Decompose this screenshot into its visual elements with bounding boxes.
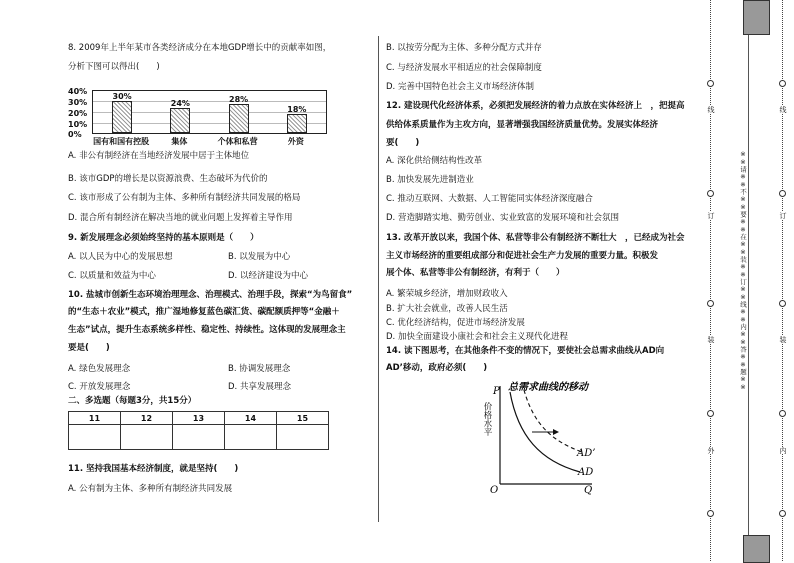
q8-option-c: C. 该市形成了公有制为主体、多种所有制经济共同发展的格局 bbox=[68, 193, 301, 203]
q13-option-a: A. 繁荣城乡经济，增加财政收入 bbox=[386, 289, 508, 299]
q9-option-d: D. 以经济建设为中心 bbox=[228, 271, 308, 281]
category-label: 外资 bbox=[287, 137, 304, 146]
q13-stem-line3: 展个体、私营等非公有制经济，有利于（ ） bbox=[386, 268, 565, 278]
inner-mark: 线 bbox=[779, 106, 787, 113]
q13-option-b: B. 扩大社会就业，改善人民生活 bbox=[386, 304, 508, 314]
q13-stem-line2: 主义市场经济的重要组成部分和促进社会生产力发展的重要力量。积极发 bbox=[386, 251, 659, 261]
gray-block-top bbox=[743, 0, 770, 35]
q11-option-d: D. 完善中国特色社会主义市场经济体制 bbox=[386, 82, 534, 92]
y-axis-label: 价格水平 bbox=[482, 402, 492, 436]
bar bbox=[170, 108, 190, 133]
q11-option-c: C. 与经济发展水平相适应的社会保障制度 bbox=[386, 63, 542, 73]
grid-header: 15 bbox=[277, 412, 329, 425]
q9-option-a: A. 以人民为中心的发展思想 bbox=[68, 252, 173, 262]
outer-mark: 装 bbox=[707, 336, 715, 343]
bar-value-label: 18% bbox=[287, 105, 307, 114]
q13-stem-line1: 13. 改革开放以来，我国个体、私营等非公有制经济不断壮大 ，已经成为社会 bbox=[386, 233, 685, 243]
answer-cell[interactable] bbox=[121, 425, 173, 450]
q13-option-c: C. 优化经济结构，促进市场经济发展 bbox=[386, 318, 525, 328]
grid-header: 13 bbox=[173, 412, 225, 425]
bar bbox=[287, 114, 307, 133]
outer-mark: 外 bbox=[707, 447, 715, 454]
seal-line bbox=[748, 35, 749, 535]
binding-hole-icon bbox=[779, 190, 786, 197]
bar-value-label: 28% bbox=[229, 95, 249, 104]
category-label: 个体和私营 bbox=[217, 137, 258, 146]
answer-cell[interactable] bbox=[173, 425, 225, 450]
q11-option-a: A. 公有制为主体、多种所有制经济共同发展 bbox=[68, 484, 233, 494]
ytick: 10% bbox=[68, 120, 88, 129]
q14-stem-line1: 14. 读下图思考，在其他条件不变的情况下，要使社会总需求曲线从AD向 bbox=[386, 346, 665, 356]
q11-stem: 11. 坚持我国基本经济制度，就是坚持( ) bbox=[68, 464, 239, 474]
q8-option-a: A. 非公有制经济在当地经济发展中居于主体地位 bbox=[68, 151, 250, 161]
q10-stem-line4: 要是( ) bbox=[68, 343, 110, 353]
q10-option-d: D. 共享发展理念 bbox=[228, 382, 291, 392]
answer-grid bbox=[68, 411, 329, 450]
q8-stem-line2: 分析下图可以得出( ) bbox=[68, 62, 160, 72]
q9-option-b: B. 以发展为中心 bbox=[228, 252, 291, 262]
q12-option-a: A. 深化供给侧结构性改革 bbox=[386, 156, 483, 166]
q10-option-a: A. 绿色发展理念 bbox=[68, 364, 131, 374]
grid-header: 14 bbox=[225, 412, 277, 425]
q11-option-b: B. 以按劳分配为主体、多种分配方式并存 bbox=[386, 43, 542, 53]
inner-mark: 订 bbox=[779, 212, 787, 219]
q12-stem-line2: 供给体系质量作为主攻方向，显著增强我国经济质量优势。发展实体经济 bbox=[386, 120, 659, 130]
q8-option-d: D. 混合所有制经济在解决当地的就业问题上发挥着主导作用 bbox=[68, 213, 293, 223]
binding-hole-icon bbox=[779, 510, 786, 517]
section-2-heading: 二、多选题（每题3分，共15分） bbox=[68, 396, 197, 406]
binding-hole-icon bbox=[707, 510, 714, 517]
aggregate-demand-diagram bbox=[480, 376, 610, 496]
gray-block-bottom bbox=[743, 535, 770, 563]
answer-cell[interactable] bbox=[69, 425, 121, 450]
origin-label: O bbox=[490, 485, 499, 496]
contribution-bar-chart bbox=[68, 86, 330, 146]
diagram-title: 总需求曲线的移动 bbox=[508, 382, 588, 393]
q8-stem-line1: 8. 2009年上半年某市各类经济成分在本地GDP增长中的贡献率如图， bbox=[68, 43, 332, 53]
ytick: 20% bbox=[68, 109, 88, 118]
answer-cell[interactable] bbox=[225, 425, 277, 450]
binding-hole-icon bbox=[779, 80, 786, 87]
seal-warning-text: ※※请※※不※※要※※在※※装※※订※※线※※内※※答※※题※※ bbox=[739, 150, 747, 391]
q8-option-b: B. 该市GDP的增长是以资源浪费、生态破坏为代价的 bbox=[68, 174, 268, 184]
bar-value-label: 24% bbox=[170, 99, 190, 108]
axis-letter-p: P bbox=[493, 386, 500, 397]
ytick: 0% bbox=[68, 130, 82, 139]
ytick: 30% bbox=[68, 98, 88, 107]
q12-stem-line1: 12. 建设现代化经济体系，必须把发展经济的着力点放在实体经济上 ，把提高 bbox=[386, 101, 685, 111]
q10-option-b: B. 协调发展理念 bbox=[228, 364, 291, 374]
ad-prime-label: AD’ bbox=[577, 448, 596, 459]
bar bbox=[229, 104, 249, 133]
grid-header: 11 bbox=[69, 412, 121, 425]
q10-option-c: C. 开放发展理念 bbox=[68, 382, 131, 392]
q12-option-d: D. 营造脚踏实地、勤劳创业、实业致富的发展环境和社会氛围 bbox=[386, 213, 619, 223]
q9-stem: 9. 新发展理念必须始终坚持的基本原则是（ ） bbox=[68, 233, 259, 243]
binding-hole-icon bbox=[707, 80, 714, 87]
q14-stem-line2: AD’移动，政府必须( ) bbox=[386, 363, 488, 373]
inner-mark: 装 bbox=[779, 336, 787, 343]
bar-value-label: 30% bbox=[112, 92, 132, 101]
binding-hole-icon bbox=[707, 190, 714, 197]
chart-plot-area bbox=[92, 90, 327, 134]
q10-stem-line1: 10. 盐城市创新生态环境治理理念、治理模式、治理手段，探索“为鸟留食” bbox=[68, 290, 353, 300]
q10-stem-line2: 的“生态＋农业”模式，推广湿地修复蓝色碳汇货、碳配额质押等“金融＋ bbox=[68, 307, 340, 317]
q13-option-d: D. 加快全面建设小康社会和社会主义现代化进程 bbox=[386, 332, 568, 342]
binding-hole-icon bbox=[707, 410, 714, 417]
category-label: 国有和国有控股 bbox=[93, 137, 150, 146]
ad-prime-curve bbox=[524, 390, 582, 452]
category-label: 集体 bbox=[171, 137, 188, 146]
binding-hole-icon bbox=[779, 410, 786, 417]
q9-option-c: C. 以质量和效益为中心 bbox=[68, 271, 156, 281]
inner-mark: 内 bbox=[779, 447, 787, 454]
binding-hole-icon bbox=[779, 300, 786, 307]
bar bbox=[112, 101, 132, 133]
binding-hole-icon bbox=[707, 300, 714, 307]
ytick: 40% bbox=[68, 87, 88, 96]
grid-header: 12 bbox=[121, 412, 173, 425]
outer-mark: 线 bbox=[707, 106, 715, 113]
column-divider bbox=[378, 36, 379, 522]
q12-option-b: B. 加快发展先进制造业 bbox=[386, 175, 474, 185]
q10-stem-line3: 生态”试点，提升生态系统多样性、稳定性、持续性。这体现的发展理念主 bbox=[68, 325, 346, 335]
axis-letter-q: Q bbox=[584, 485, 593, 496]
q12-stem-line3: 要( ) bbox=[386, 138, 420, 148]
outer-mark: 订 bbox=[707, 212, 715, 219]
ad-label: AD bbox=[578, 467, 594, 478]
q12-option-c: C. 推动互联网、大数据、人工智能同实体经济深度融合 bbox=[386, 194, 593, 204]
answer-cell[interactable] bbox=[277, 425, 329, 450]
